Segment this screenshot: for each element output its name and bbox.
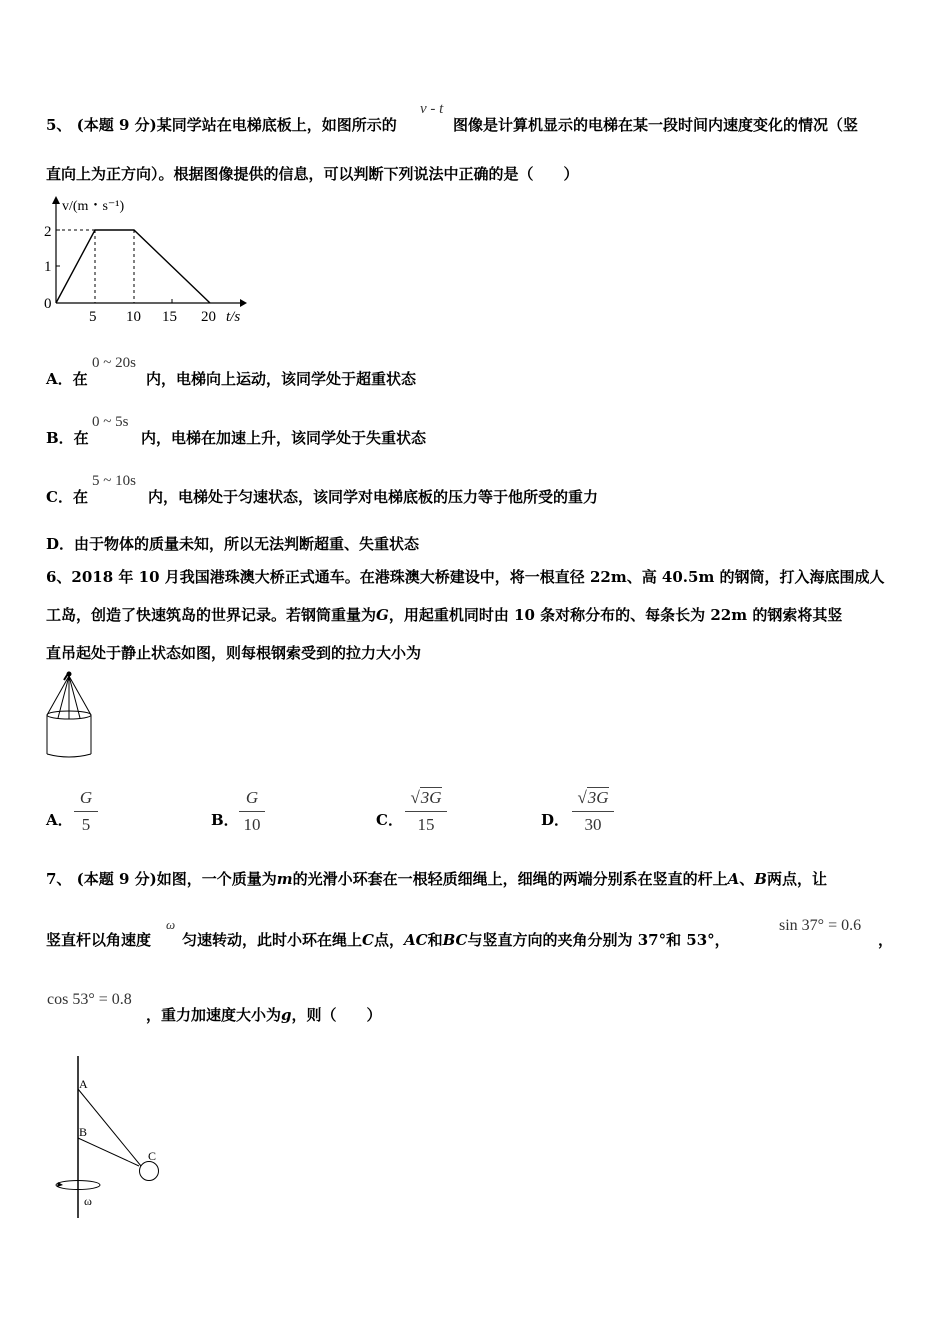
q6-option-b-letter: B． (211, 811, 239, 829)
q5-option-c-math: 5 ~ 10s (92, 473, 136, 489)
q7-line2-a: 竖直杆以角速度 (46, 931, 152, 949)
q7-line2-d: 与竖直方向的夹角分别为 37°和 53°， (467, 931, 730, 949)
q5-option-d: D．由于物体的质量未知，所以无法判断超重、失重状态 (46, 535, 420, 553)
q7-rod-figure (48, 1052, 168, 1222)
q6-option-c-den: 15 (417, 815, 435, 834)
vt-curve (56, 230, 210, 303)
q6-option-d-numerator (572, 788, 614, 808)
q5-option-a-text: 内，电梯向上运动，该同学处于超重状态 (146, 370, 417, 388)
q7-line1-a: 7、 (本题 9 分)如图，一个质量为 (46, 870, 277, 888)
q7-line2-b: 匀速转动，此时小环在绳上 (182, 931, 363, 949)
q7-omega: ω (166, 917, 176, 932)
label-a: A (79, 1077, 88, 1091)
q5-line2: 直向上为正方向）。根据图像提供的信息，可以判断下列说法中正确的是（ ） (46, 165, 579, 183)
q7-line3-b: ，则（ ） (291, 1006, 382, 1024)
q7-line1 (46, 869, 827, 889)
q6-option-b-den: 10 (243, 815, 261, 834)
sqrt-sign: √ (410, 788, 420, 807)
q5-option-a-math: 0 ~ 20s (92, 355, 136, 371)
string-ac (78, 1089, 141, 1166)
q6-g-symbol: G (376, 606, 389, 624)
q7-line1-b: 的光滑小环套在一根轻质细绳上，细绳的两端分别系在竖直的杆上 (292, 870, 728, 888)
q7-he: 和 (427, 931, 443, 949)
q5-line1 (46, 115, 397, 135)
label-c: C (148, 1149, 157, 1163)
q5-option-c-letter: C．在 (46, 488, 88, 506)
q6-option-d-fraction (572, 788, 614, 835)
chart-xlabel: t/s (226, 309, 241, 325)
q6-option-c-fraction (405, 788, 447, 835)
chart-ytick-label-2: 2 (44, 224, 52, 240)
q6-option-a-fraction (74, 788, 98, 835)
q7-bc-symbol: BC (442, 931, 468, 949)
q7-line2-c: 点， (373, 931, 404, 949)
x-axis-arrow (240, 299, 247, 307)
chart-ylabel: v/(m・s⁻¹) (62, 199, 125, 214)
q5-line1-b: 图像是计算机显示的电梯在某一段时间内速度变化的情况（竖 (453, 116, 859, 134)
q7-c-symbol: C (362, 931, 374, 949)
q6-line2-b: ，用起重机同时由 10 条对称分布的、每条长为 22m 的钢索将其竖 (388, 606, 843, 624)
q7-b-symbol: B (754, 870, 767, 888)
q6-option-b-fraction (239, 788, 265, 835)
fraction-bar (74, 811, 98, 812)
q6-line2-a: 工岛，创造了快速筑岛的世界记录。若钢筒重量为 (46, 606, 377, 624)
cylinder-bottom (47, 754, 91, 757)
chart-xtick-label-5: 5 (89, 309, 97, 325)
q7-ac-symbol: AC (403, 931, 428, 949)
q7-line3-a: ，重力加速度大小为 (146, 1006, 282, 1024)
q6-option-a-num: G (79, 788, 93, 807)
fraction-bar (405, 811, 447, 812)
fraction-bar (572, 811, 614, 812)
label-omega: ω (84, 1194, 92, 1208)
q5-option-b-letter: B．在 (46, 429, 89, 447)
q6-option-c-num: 3G (420, 788, 442, 807)
q6-line2 (46, 605, 842, 625)
q6-option-a-den: 5 (81, 815, 91, 834)
q6-cylinder-figure (42, 670, 98, 762)
q6-line1: 6、2018 年 10 月我国港珠澳大桥正式通车。在港珠澳大桥建设中，将一根直径 22m、高 40.5m 的钢筒，打入海底围成人 (46, 568, 885, 586)
q7-cos-formula: cos 53° = 0.8 (47, 991, 132, 1008)
q7-sin-formula: sin 37° = 0.6 (779, 917, 862, 934)
q5-line1-a: 5、 (本题 9 分)某同学站在电梯底板上，如图所示的 (46, 116, 397, 134)
chart-ytick-label-1: 1 (44, 259, 52, 275)
q7-m-symbol: m (276, 870, 293, 888)
q7-a-symbol: A (727, 870, 740, 888)
q6-option-a-letter: A． (46, 811, 73, 829)
q7-g-symbol: g (281, 1006, 292, 1024)
cable-1 (47, 676, 69, 715)
chart-xtick-label-10: 10 (126, 309, 141, 325)
q6-option-b-num: G (245, 788, 259, 807)
chart-origin: 0 (44, 296, 52, 312)
q5-option-c-text: 内，电梯处于匀速状态，该同学对电梯底板的压力等于他所受的重力 (148, 488, 599, 506)
hook-point (67, 672, 72, 677)
q7-comma: ， (878, 931, 894, 949)
q7-line2 (182, 930, 730, 950)
label-b: B (79, 1125, 88, 1139)
cable-5 (69, 676, 91, 715)
q7-line1-c: 两点，让 (766, 870, 827, 888)
q6-option-d-letter: D． (541, 811, 570, 829)
q6-option-d-num: 3G (587, 788, 609, 807)
q6-option-d-den: 30 (584, 815, 602, 834)
q5-option-b-math: 0 ~ 5s (92, 414, 129, 430)
chart-xtick-label-20: 20 (201, 309, 216, 325)
q5-vt-chart (40, 192, 250, 327)
fraction-bar (239, 811, 265, 812)
q6-line3: 直吊起处于静止状态如图，则每根钢索受到的拉力大小为 (46, 644, 422, 662)
q5-option-b-text: 内，电梯在加速上升，该同学处于失重状态 (141, 429, 427, 447)
sqrt-sign: √ (577, 788, 587, 807)
q5-option-a-letter: A．在 (46, 370, 88, 388)
ring-c (140, 1162, 159, 1181)
q5-vt-label: v - t (420, 101, 444, 117)
q6-option-c-letter: C． (376, 811, 403, 829)
chart-xtick-label-15: 15 (162, 309, 177, 325)
q7-sep: 、 (739, 870, 755, 888)
q6-option-c-numerator (405, 788, 447, 808)
q7-line3 (146, 1005, 382, 1025)
y-axis-arrow (52, 196, 60, 204)
